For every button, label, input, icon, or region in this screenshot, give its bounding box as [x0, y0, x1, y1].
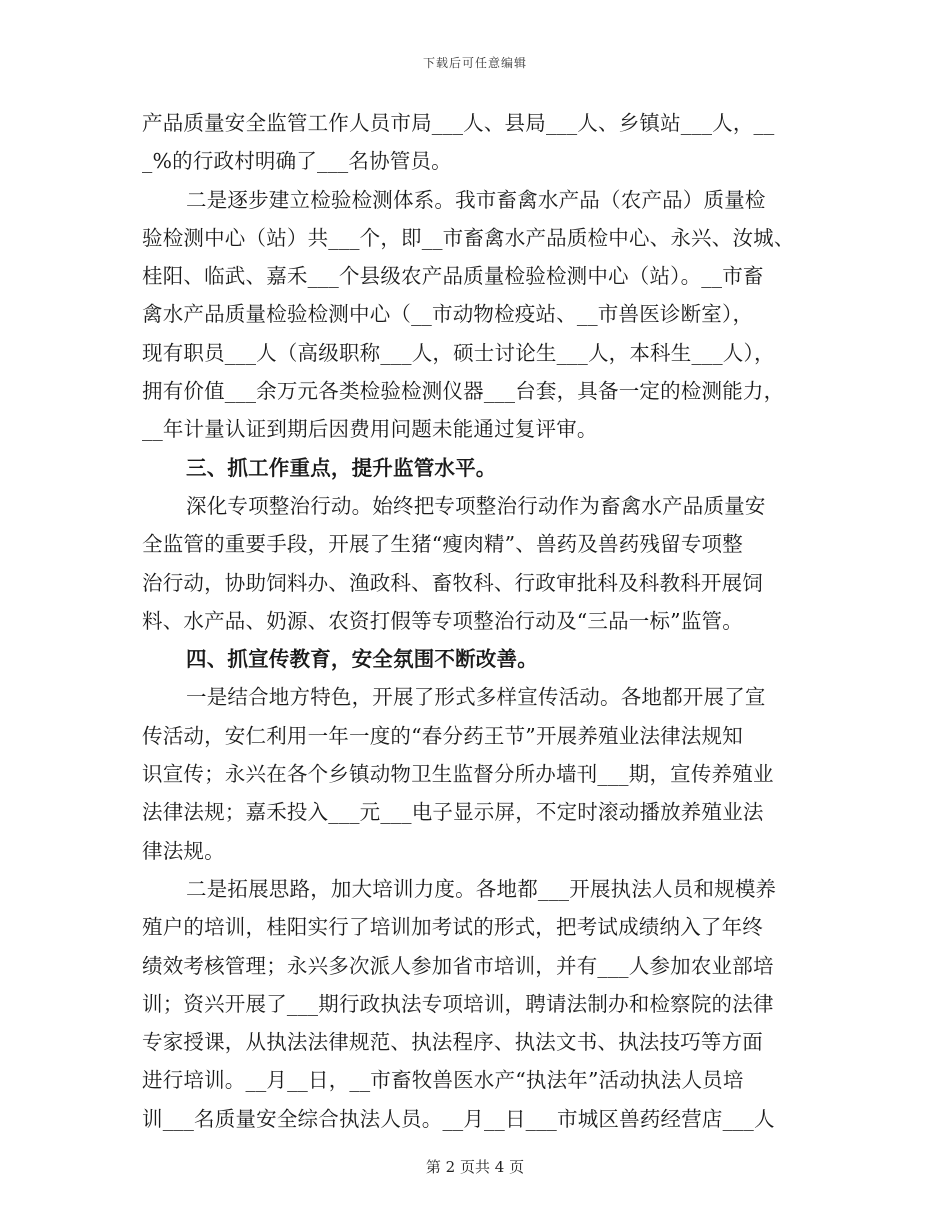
text-line: 法律法规；嘉禾投入___元___电子显示屏，不定时滚动播放养殖业法: [142, 800, 764, 825]
text-line: 识宣传；永兴在各个乡镇动物卫生监督分所办墙刊___期，宣传养殖业: [142, 762, 774, 787]
text-line: 训___名质量安全综合执法人员。__月__日___市城区兽药经营店___人: [142, 1106, 775, 1131]
text-line: 二是拓展思路，加大培训力度。各地都___开展执法人员和规模养: [186, 876, 777, 901]
section-heading: 三、抓工作重点，提升监管水平。: [186, 455, 497, 480]
text-line: 产品质量安全监管工作人员市局___人、县局___人、乡镇站___人，__: [142, 111, 775, 135]
page-header: 下载后可任意编辑: [422, 56, 527, 70]
text-line: 传活动，安仁利用一年一度的“春分药王节”开展养殖业法律法规知: [142, 723, 743, 748]
text-line: 训；资兴开展了___期行政执法专项培训，聘请法制办和检察院的法律: [142, 991, 774, 1016]
text-line: 绩效考核管理；永兴多次派人参加省市培训，并有___人参加农业部培: [142, 953, 774, 978]
text-line: 一是结合地方特色，开展了形式多样宣传活动。各地都开展了宣: [186, 685, 766, 710]
section-heading: 四、抓宣传教育，安全氛围不断改善。: [186, 647, 538, 672]
text-line: 验检测中心（站）共___个，即__市畜禽水产品质检中心、永兴、汝城、: [142, 225, 795, 250]
text-line: __年计量认证到期后因费用问题未能通过复评审。: [142, 417, 598, 442]
document-body: [142, 104, 814, 1138]
text-line: 律法规。: [142, 838, 225, 863]
text-line: 桂阳、临武、嘉禾___个县级农产品质量检验检测中心（站）。__市畜: [142, 264, 764, 289]
text-line: 拥有价值___余万元各类检验检测仪器___台套，具备一定的检测能力，: [142, 379, 785, 404]
text-line: 全监管的重要手段，开展了生猪“瘦肉精”、兽药及兽药残留专项整: [142, 532, 743, 557]
text-line: 现有职员___人（高级职称___人，硕士讨论生___人，本科生___人），: [142, 340, 775, 365]
page-number: 第 2 页共 4 页: [425, 1158, 525, 1176]
text-line: _%的行政村明确了___名协管员。: [142, 149, 452, 174]
text-line: 二是逐步建立检验检测体系。我市畜禽水产品（农产品）质量检: [186, 187, 766, 212]
text-line: 深化专项整治行动。始终把专项整治行动作为畜禽水产品质量安: [186, 493, 766, 518]
text-line: 治行动，协助饲料办、渔政科、畜牧科、行政审批科及科教科开展饲: [142, 570, 763, 595]
text-line: 殖户的培训，桂阳实行了培训加考试的形式，把考试成绩纳入了年终: [142, 915, 763, 940]
text-line: 禽水产品质量检验检测中心（__市动物检疫站、__市兽医诊断室），: [142, 302, 754, 327]
text-line: 专家授课，从执法法律规范、执法程序、执法文书、执法技巧等方面: [142, 1030, 763, 1055]
text-line: 进行培训。__月__日，__市畜牧兽医水产“执法年”活动执法人员培: [142, 1068, 744, 1093]
text-line: 料、水产品、奶源、农资打假等专项整治行动及“三品一标”监管。: [142, 608, 743, 633]
